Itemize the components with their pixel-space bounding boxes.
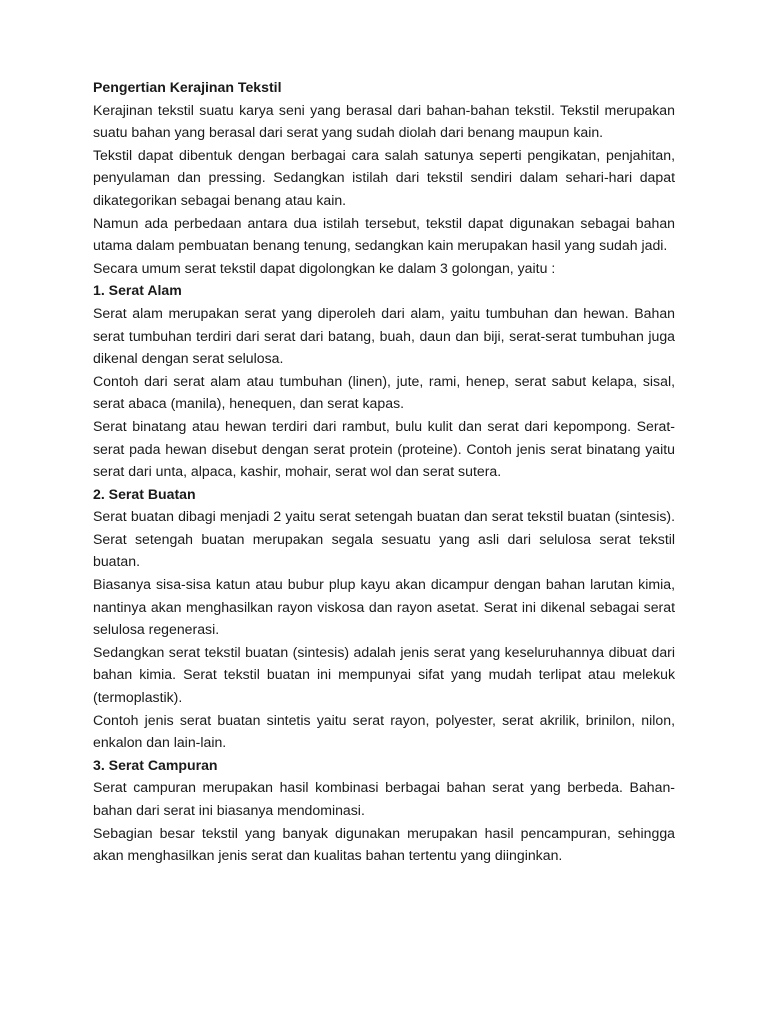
section-title-serat-alam: 1. Serat Alam	[93, 282, 182, 299]
document-title: Pengertian Kerajinan Tekstil	[93, 79, 282, 95]
section-paragraph: Serat buatan dibagi menjadi 2 yaitu serat setengah buatan dan serat tekstil buatan (sintesis). Serat setengah buatan merupakan segala sesuatu yang asli dari selulosa serat tekstil buatan.	[93, 508, 675, 570]
section-title-serat-campuran: 3. Serat Campuran	[93, 756, 218, 773]
section-title-serat-buatan: 2. Serat Buatan	[93, 485, 196, 502]
section-paragraph: Biasanya sisa-sisa katun atau bubur plup kayu akan dicampur dengan bahan larutan kimia, nantinya akan menghasilkan rayon viskosa dan rayon asetat. Serat ini dikenal sebagai serat selulosa regenerasi.	[93, 576, 675, 638]
section-paragraph: Serat campuran merupakan hasil kombinasi berbagai bahan serat yang berbeda. Bahan-bahan dari serat ini biasanya mendominasi.	[93, 779, 675, 818]
intro-paragraph: Tekstil dapat dibentuk dengan berbagai cara salah satunya seperti pengikatan, penjahitan, penyulaman dan pressing. Sedangkan istilah dari tekstil sendiri dalam sehari-hari dapat dikategorikan sebagai benang atau kain.	[93, 146, 675, 208]
section-paragraph: Serat alam merupakan serat yang diperoleh dari alam, yaitu tumbuhan dan hewan. Bahan serat tumbuhan terdiri dari serat dari batang, buah, daun dan biji, serat-serat tumbuhan juga dikenal dengan serat selulosa.	[93, 304, 675, 367]
section-paragraph: Sedangkan serat tekstil buatan (sintesis) adalah jenis serat yang keseluruhannya dibuat dari bahan kimia. Serat tekstil buatan ini mempunyai sifat yang mudah terlipat atau melekuk (termoplastik).	[93, 643, 675, 706]
section-paragraph: Sebagian besar tekstil yang banyak digunakan merupakan hasil pencampuran, sehingga akan menghasilkan jenis serat dan kualitas bahan tertentu yang diinginkan.	[93, 824, 675, 864]
intro-paragraph: Secara umum serat tekstil dapat digolongkan ke dalam 3 golongan, yaitu :	[93, 259, 556, 276]
section-paragraph: Contoh jenis serat buatan sintetis yaitu serat rayon, polyester, serat akrilik, brinilon, nilon, enkalon dan lain-lain.	[93, 711, 675, 751]
intro-paragraph: Namun ada perbedaan antara dua istilah tersebut, tekstil dapat digunakan sebagai bahan utama dalam pembuatan benang tenung, sedangkan kain merupakan hasil yang sudah jadi.	[93, 214, 675, 254]
intro-paragraph: Kerajinan tekstil suatu karya seni yang berasal dari bahan-bahan tekstil. Tekstil merupakan suatu bahan yang berasal dari serat yang sudah diolah dari benang maupun kain.	[93, 101, 675, 141]
document-body	[93, 76, 675, 867]
section-paragraph: Serat binatang atau hewan terdiri dari rambut, bulu kulit dan serat dari kepompong. Serat-serat pada hewan disebut dengan serat protein (proteine). Contoh jenis serat binatang yaitu serat dari unta, alpaca, kashir, mohair, serat wol dan serat sutera.	[93, 417, 675, 480]
section-paragraph: Contoh dari serat alam atau tumbuhan (linen), jute, rami, henep, serat sabut kelapa, sisal, serat abaca (manila), henequen, dan serat kapas.	[93, 372, 675, 412]
